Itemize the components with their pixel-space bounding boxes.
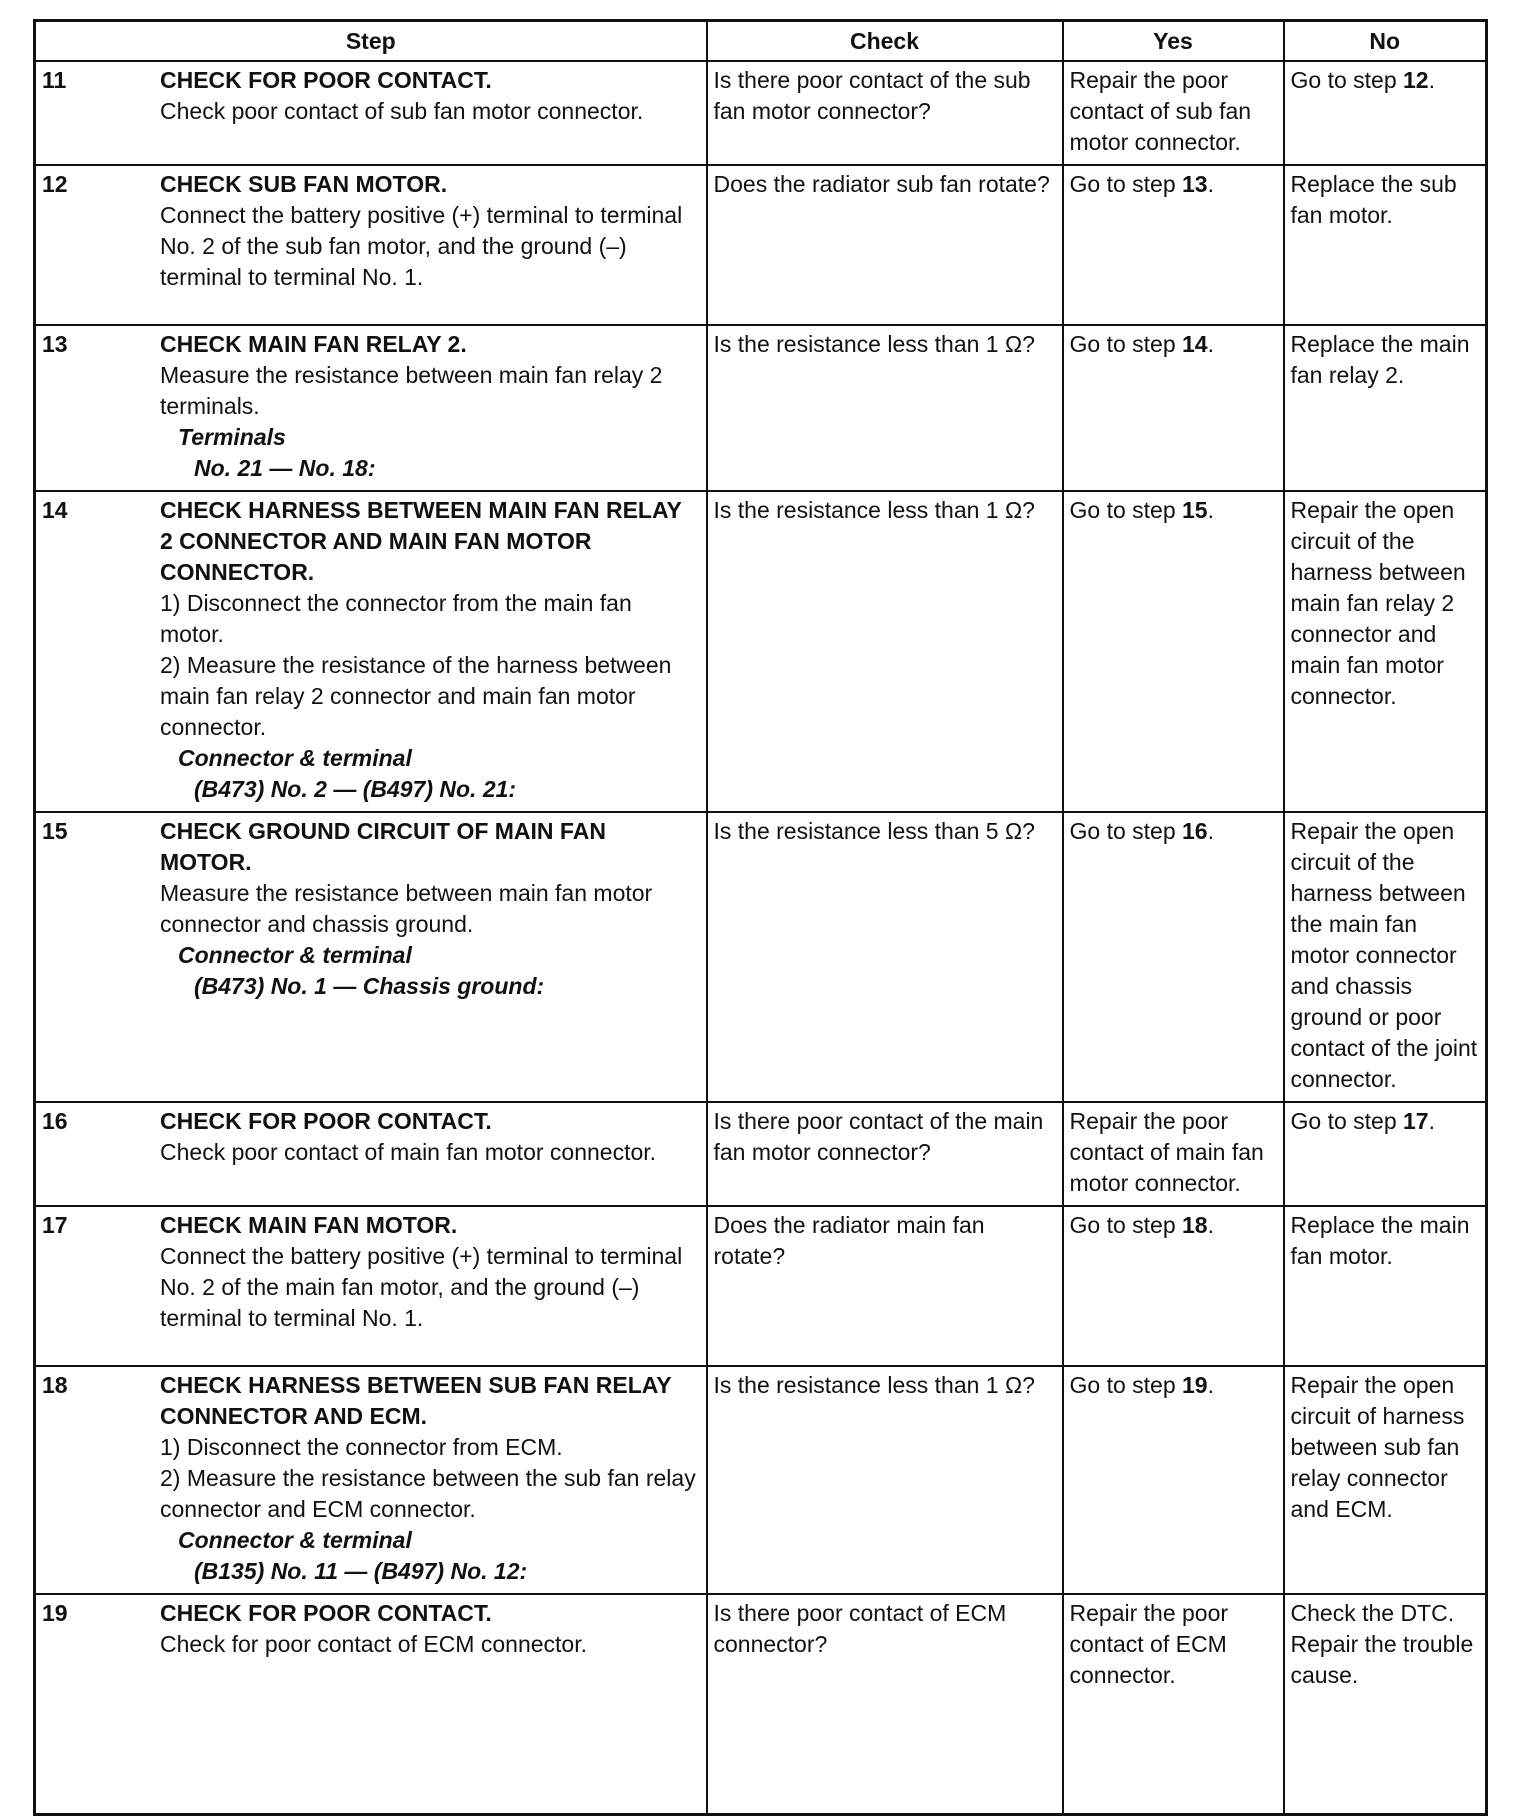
check-cell: Is there poor contact of the sub fan motor connector? (707, 61, 1063, 165)
period: . (1207, 1372, 1214, 1398)
spec-label: Connector & terminal (178, 942, 412, 968)
no-cell (1284, 165, 1487, 325)
yes-goto-step: 16 (1182, 818, 1208, 844)
spec-value: (B473) No. 1 — Chassis ground: (194, 973, 545, 999)
table-row (35, 325, 1487, 491)
spec-value: No. 21 — No. 18: (194, 455, 376, 481)
spec-value: (B473) No. 2 — (B497) No. 21: (194, 776, 517, 802)
yes-cell (1063, 812, 1284, 1102)
step-number: 11 (42, 67, 67, 93)
table-row (35, 491, 1487, 812)
header-check: Check (707, 21, 1063, 62)
check-cell: Is there poor contact of the main fan motor connector? (707, 1102, 1063, 1206)
step-cell (35, 165, 707, 325)
period: . (1207, 497, 1214, 523)
no-cell (1284, 1366, 1487, 1594)
no-cell (1284, 1594, 1487, 1814)
step-title: CHECK HARNESS BETWEEN SUB FAN RELAY CONNECTOR AND ECM. (160, 1372, 672, 1429)
no-cell (1284, 491, 1487, 812)
step-number: 17 (42, 1212, 68, 1238)
step-title: CHECK FOR POOR CONTACT. (160, 1108, 492, 1134)
spec-label: Connector & terminal (178, 745, 412, 771)
no-text: Repair the open circuit of the harness between the main fan motor connector and chassis ground or poor contact of the joint connector. (1290, 818, 1478, 1092)
yes-goto-step: 14 (1182, 331, 1208, 357)
yes-text: Go to step (1069, 171, 1183, 197)
step-instruction: 2) Measure the resistance between the sub fan relay connector and ECM connector. (160, 1465, 696, 1522)
no-cell (1284, 61, 1487, 165)
table-header-row (35, 21, 1487, 62)
yes-text: Go to step (1069, 497, 1183, 523)
table-body (35, 61, 1487, 1814)
table-row (35, 1594, 1487, 1814)
no-text: Go to step (1290, 67, 1404, 93)
yes-cell (1063, 165, 1284, 325)
no-cell (1284, 1102, 1487, 1206)
check-cell: Does the radiator sub fan rotate? (707, 165, 1063, 325)
step-cell (35, 1594, 707, 1814)
yes-cell (1063, 1366, 1284, 1594)
check-cell: Is the resistance less than 5 Ω? (707, 812, 1063, 1102)
yes-goto-step: 15 (1182, 497, 1208, 523)
step-number: 13 (42, 331, 68, 357)
yes-goto-step: 18 (1182, 1212, 1208, 1238)
period: . (1428, 67, 1435, 93)
yes-text: Go to step (1069, 331, 1183, 357)
check-cell: Is the resistance less than 1 Ω? (707, 325, 1063, 491)
step-number: 12 (42, 171, 68, 197)
period: . (1207, 171, 1214, 197)
yes-goto-step: 19 (1182, 1372, 1208, 1398)
no-goto-step: 12 (1403, 67, 1429, 93)
step-number: 14 (42, 497, 68, 523)
step-cell (35, 1366, 707, 1594)
no-text: Check the DTC. Repair the trouble cause. (1290, 1600, 1474, 1688)
yes-text: Repair the poor contact of ECM connector. (1069, 1600, 1229, 1688)
period: . (1207, 331, 1214, 357)
step-title: CHECK SUB FAN MOTOR. (160, 171, 448, 197)
step-title: CHECK MAIN FAN RELAY 2. (160, 331, 467, 357)
spec-label: Terminals (178, 424, 286, 450)
table-row (35, 812, 1487, 1102)
step-title: CHECK MAIN FAN MOTOR. (160, 1212, 458, 1238)
step-cell (35, 1102, 707, 1206)
table-row (35, 1366, 1487, 1594)
table-row (35, 1102, 1487, 1206)
step-instruction: Connect the battery positive (+) terminal to terminal No. 2 of the main fan motor, and the ground (–) terminal to terminal No. 1. (160, 1243, 683, 1331)
step-instruction: Check poor contact of main fan motor connector. (160, 1139, 657, 1165)
step-number: 16 (42, 1108, 68, 1134)
step-instruction: 1) Disconnect the connector from the main fan motor. (160, 590, 632, 647)
no-goto-step: 17 (1403, 1108, 1429, 1134)
table-row (35, 1206, 1487, 1366)
step-title: CHECK HARNESS BETWEEN MAIN FAN RELAY 2 CONNECTOR AND MAIN FAN MOTOR CONNECTOR. (160, 497, 682, 585)
no-cell (1284, 812, 1487, 1102)
header-no: No (1284, 21, 1487, 62)
step-number: 15 (42, 818, 68, 844)
step-title: CHECK GROUND CIRCUIT OF MAIN FAN MOTOR. (160, 818, 606, 875)
period: . (1428, 1108, 1435, 1134)
spec-label: Connector & terminal (178, 1527, 412, 1553)
yes-text: Go to step (1069, 818, 1183, 844)
check-cell: Does the radiator main fan rotate? (707, 1206, 1063, 1366)
no-cell (1284, 325, 1487, 491)
step-cell (35, 61, 707, 165)
step-instruction: Check for poor contact of ECM connector. (160, 1631, 587, 1657)
no-cell (1284, 1206, 1487, 1366)
period: . (1207, 818, 1214, 844)
step-cell (35, 1206, 707, 1366)
step-cell (35, 812, 707, 1102)
yes-cell (1063, 325, 1284, 491)
check-cell: Is the resistance less than 1 Ω? (707, 491, 1063, 812)
step-cell (35, 325, 707, 491)
no-text: Go to step (1290, 1108, 1404, 1134)
step-number: 18 (42, 1372, 68, 1398)
step-instruction: 1) Disconnect the connector from ECM. (160, 1434, 563, 1460)
yes-cell (1063, 1206, 1284, 1366)
yes-cell (1063, 1102, 1284, 1206)
spec-value: (B135) No. 11 — (B497) No. 12: (194, 1558, 528, 1584)
step-instruction: Connect the battery positive (+) terminal to terminal No. 2 of the sub fan motor, and the ground (–) terminal to terminal No. 1. (160, 202, 683, 290)
step-instruction: 2) Measure the resistance of the harness between main fan relay 2 connector and main fan motor connector. (160, 652, 672, 740)
check-cell: Is the resistance less than 1 Ω? (707, 1366, 1063, 1594)
yes-cell (1063, 491, 1284, 812)
no-text: Repair the open circuit of the harness between main fan relay 2 connector and main fan motor connector. (1290, 497, 1466, 709)
yes-text: Repair the poor contact of main fan motor connector. (1069, 1108, 1264, 1196)
no-text: Replace the main fan relay 2. (1290, 331, 1470, 388)
step-number: 19 (42, 1600, 68, 1626)
step-title: CHECK FOR POOR CONTACT. (160, 1600, 492, 1626)
yes-text: Repair the poor contact of sub fan motor connector. (1069, 67, 1252, 155)
step-instruction: Check poor contact of sub fan motor connector. (160, 98, 644, 124)
header-yes: Yes (1063, 21, 1284, 62)
step-instruction: Measure the resistance between main fan motor connector and chassis ground. (160, 880, 653, 937)
period: . (1207, 1212, 1214, 1238)
no-text: Repair the open circuit of harness between sub fan relay connector and ECM. (1290, 1372, 1465, 1522)
step-title: CHECK FOR POOR CONTACT. (160, 67, 492, 93)
yes-text: Go to step (1069, 1212, 1183, 1238)
table-row (35, 165, 1487, 325)
diagnostic-table (33, 19, 1488, 1816)
table-row (35, 61, 1487, 165)
no-text: Replace the sub fan motor. (1290, 171, 1457, 228)
yes-text: Go to step (1069, 1372, 1183, 1398)
no-text: Replace the main fan motor. (1290, 1212, 1470, 1269)
yes-goto-step: 13 (1182, 171, 1208, 197)
step-cell (35, 491, 707, 812)
header-step: Step (35, 21, 707, 62)
yes-cell (1063, 1594, 1284, 1814)
check-cell: Is there poor contact of ECM connector? (707, 1594, 1063, 1814)
yes-cell (1063, 61, 1284, 165)
step-instruction: Measure the resistance between main fan relay 2 terminals. (160, 362, 663, 419)
